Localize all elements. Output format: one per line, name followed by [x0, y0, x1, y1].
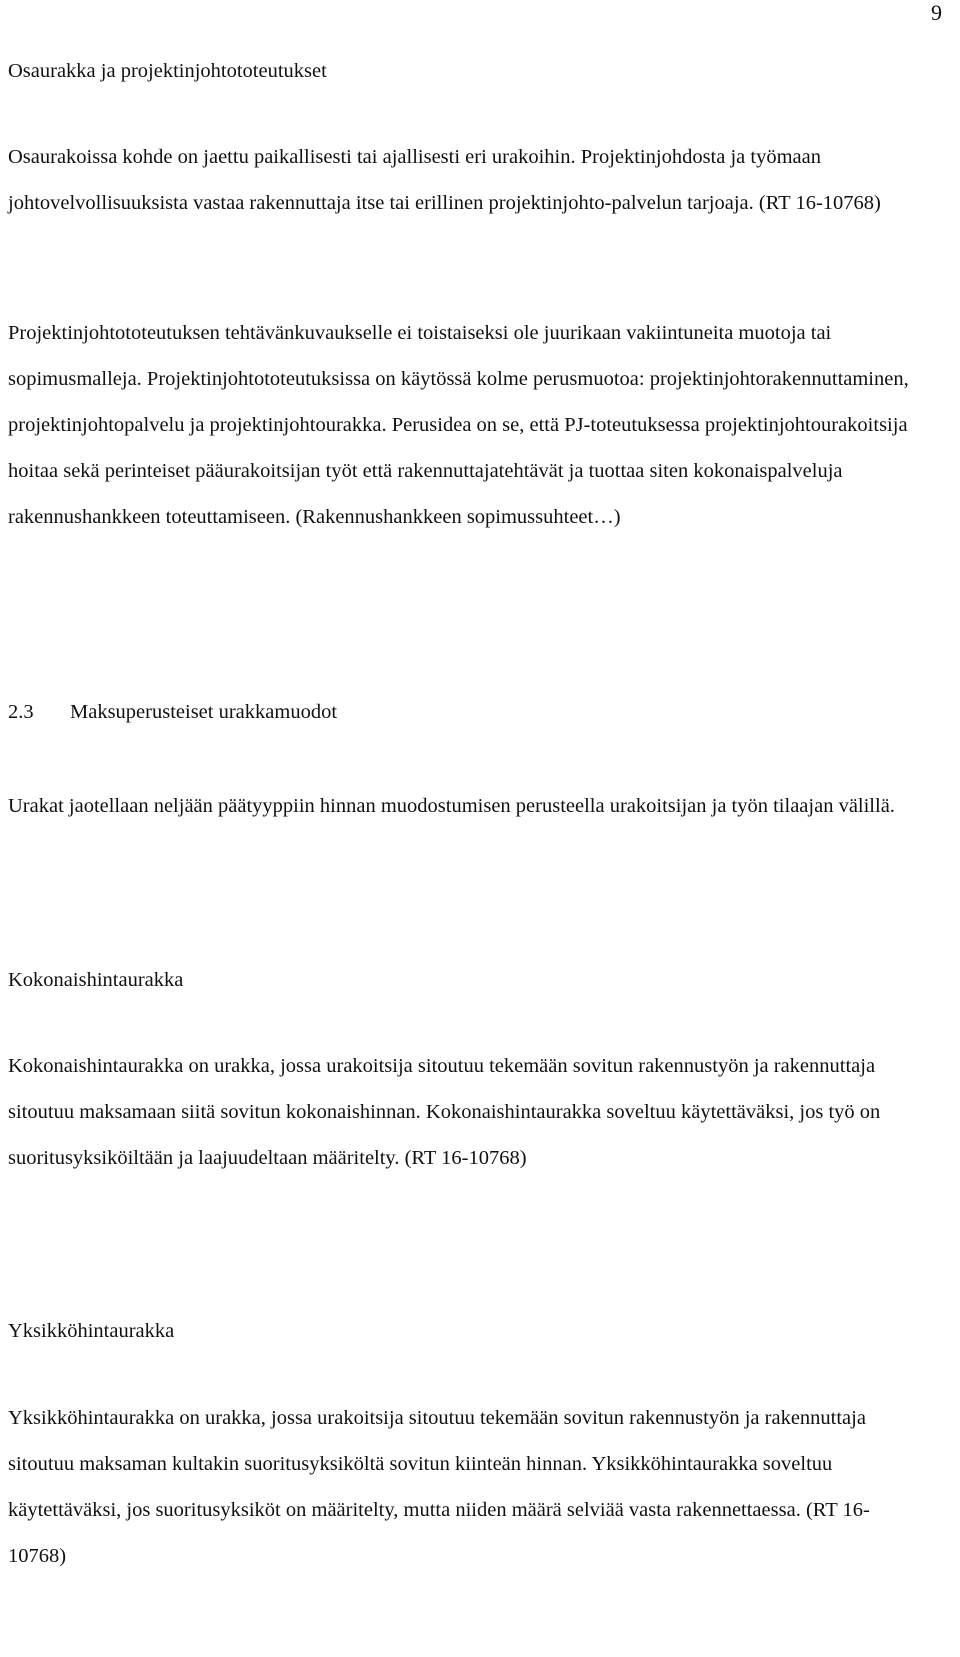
- paragraph-urakat-jaotellaan: Urakat jaotellaan neljään päätyyppiin hinnan muodostumisen perusteella urakoitsijan ja työn tilaajan välillä.: [8, 795, 895, 817]
- paragraph-projektinjohtototeutuksen: Projektinjohtototeutuksen tehtävänkuvaukselle ei toistaiseksi ole juurikaan vakiintuneita muotoja tai sopimusmalleja. Projektinjohtototeutuksissa on käytössä kolme perusmuotoa: projektinjohtorakennuttaminen, projektinjohtopalvelu ja projektinjohtourakka. Perusidea on se, että PJ-toteutuksessa projektinjohtourakoitsija hoitaa sekä perinteiset pääurakoitsijan työt että rakennuttajatehtävät ja tuottaa siten kokonaispalveluja rakennushankkeen toteuttamiseen. (Rakennushankkeen sopimussuhteet…): [8, 322, 909, 528]
- paragraph-yksikkohintaurakka: Yksikköhintaurakka on urakka, jossa urakoitsija sitoutuu tekemään sovitun rakennustyön ja rakennuttaja sitoutuu maksaman kultakin suoritusyksiköltä sovitun kiinteän hinnan. Yksikköhintaurakka soveltuu käytettäväksi, jos suoritusyksiköt on määritelty, mutta niiden määrä selviää vasta rakennettaessa. (RT 16-10768): [8, 1407, 870, 1567]
- paragraph-kokonaishintaurakka: Kokonaishintaurakka on urakka, jossa urakoitsija sitoutuu tekemään sovitun rakennustyön ja rakennuttaja sitoutuu maksamaan siitä sovitun kokonaishinnan. Kokonaishintaurakka soveltuu käytettäväksi, jos työ on suoritusyksiköiltään ja laajuudeltaan määritelty. (RT 16-10768): [8, 1055, 881, 1169]
- section-heading-kokonaishintaurakka: Kokonaishintaurakka: [8, 969, 184, 991]
- section-number: 2.3: [8, 701, 34, 723]
- section-title: Maksuperusteiset urakkamuodot: [70, 701, 338, 723]
- section-heading-maksuperusteiset: [8, 689, 912, 735]
- paragraph-osaurakoissa: Osaurakoissa kohde on jaettu paikallisesti tai ajallisesti eri urakoihin. Projektinjohdosta ja työmaan johtovelvollisuuksista vastaa rakennuttaja itse tai erillinen projektinjohto-palvelun tarjoaja. (RT 16-10768): [8, 146, 881, 214]
- section-heading-yksikkohintaurakka: Yksikköhintaurakka: [8, 1320, 175, 1342]
- page-number: 9: [931, 0, 942, 25]
- section-heading-osaurakka: Osaurakka ja projektinjohtototeutukset: [8, 60, 327, 82]
